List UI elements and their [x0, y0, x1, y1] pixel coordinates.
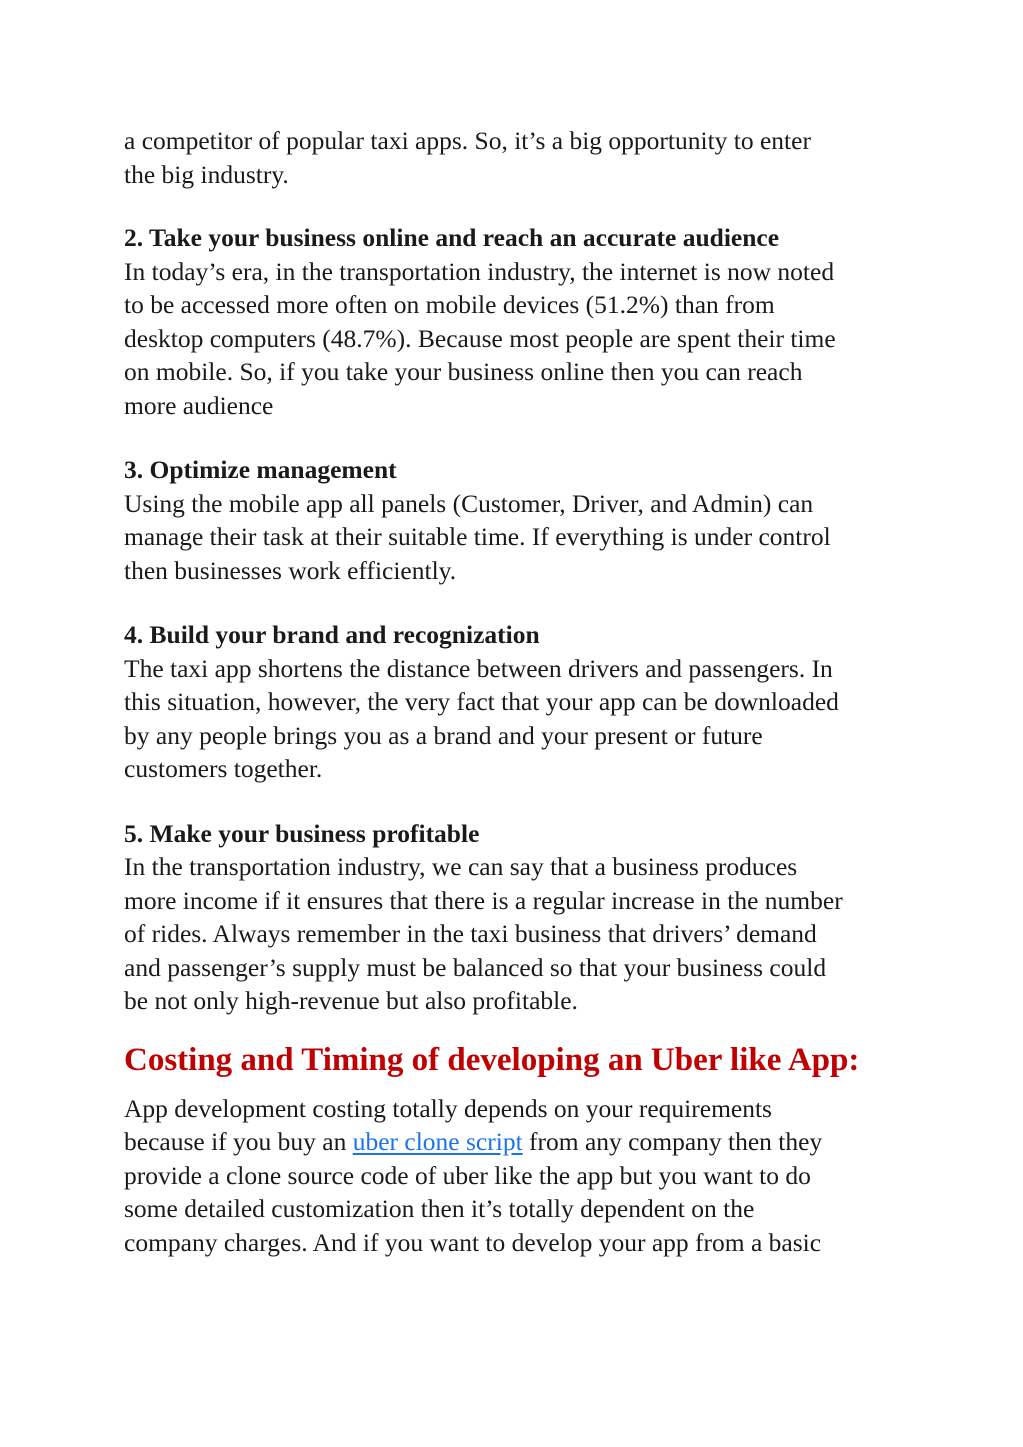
section-heading: 3. Optimize management	[124, 455, 397, 484]
text-line: customers together.	[124, 754, 323, 783]
text-line: manage their task at their suitable time. If everything is under control	[124, 522, 831, 551]
section-text	[124, 652, 924, 786]
text-line: company charges. And if you want to develop your app from a basic	[124, 1227, 822, 1257]
costing-heading: Costing and Timing of developing an Uber like App:	[124, 1041, 860, 1078]
intro-line-2: the big industry.	[124, 159, 289, 189]
text-line-suffix: from any company then they	[522, 1127, 823, 1156]
intro-line-1: a competitor of popular taxi apps. So, it’s a big opportunity to enter	[124, 126, 811, 155]
text-line: and passenger’s supply must be balanced so that your business could	[124, 952, 827, 982]
text-line: In the transportation industry, we can say that a business produces	[124, 852, 798, 881]
text-line: In today’s era, in the transportation industry, the internet is now noted	[124, 256, 835, 286]
text-line: some detailed customization then it’s totally dependent on the	[124, 1194, 755, 1223]
text-line: this situation, however, the very fact that your app can be downloaded	[124, 687, 839, 716]
text-line: more audience	[124, 390, 274, 420]
text-line: App development costing totally depends on your requirements	[124, 1093, 772, 1123]
text-line: more income if it ensures that there is a regular increase in the number	[124, 885, 843, 915]
text-line: be not only high-revenue but also profitable.	[124, 986, 578, 1015]
section-text	[124, 255, 924, 423]
section-text	[124, 487, 924, 588]
section-heading: 4. Build your brand and recognization	[124, 620, 540, 649]
section-brand-recognition	[124, 618, 924, 786]
text-line: desktop computers (48.7%). Because most people are spent their time	[124, 323, 836, 353]
text-line: The taxi app shortens the distance between drivers and passengers. In	[124, 653, 833, 683]
section-heading: 5. Make your business profitable	[124, 818, 480, 848]
costing-paragraph	[124, 1092, 924, 1260]
text-line: Using the mobile app all panels (Customer, Driver, and Admin) can	[124, 488, 814, 518]
section-heading: 2. Take your business online and reach an accurate audience	[124, 223, 780, 252]
text-line: then businesses work efficiently.	[124, 555, 457, 585]
section-text	[124, 850, 924, 1018]
intro-paragraph	[124, 124, 924, 191]
document-body	[124, 124, 924, 1259]
text-line: to be accessed more often on mobile devices (51.2%) than from	[124, 290, 775, 319]
text-line: of rides. Always remember in the taxi business that drivers’ demand	[124, 919, 817, 948]
uber-clone-script-link[interactable]: uber clone script	[352, 1127, 523, 1156]
section-online-audience	[124, 221, 924, 422]
text-line-prefix: because if you buy an	[124, 1127, 353, 1156]
text-line: by any people brings you as a brand and your present or future	[124, 720, 763, 750]
text-line: provide a clone source code of uber like the app but you want to do	[124, 1160, 811, 1190]
text-line: on mobile. So, if you take your business online then you can reach	[124, 357, 803, 386]
section-optimize-management	[124, 453, 924, 587]
section-profitable	[124, 817, 924, 1018]
